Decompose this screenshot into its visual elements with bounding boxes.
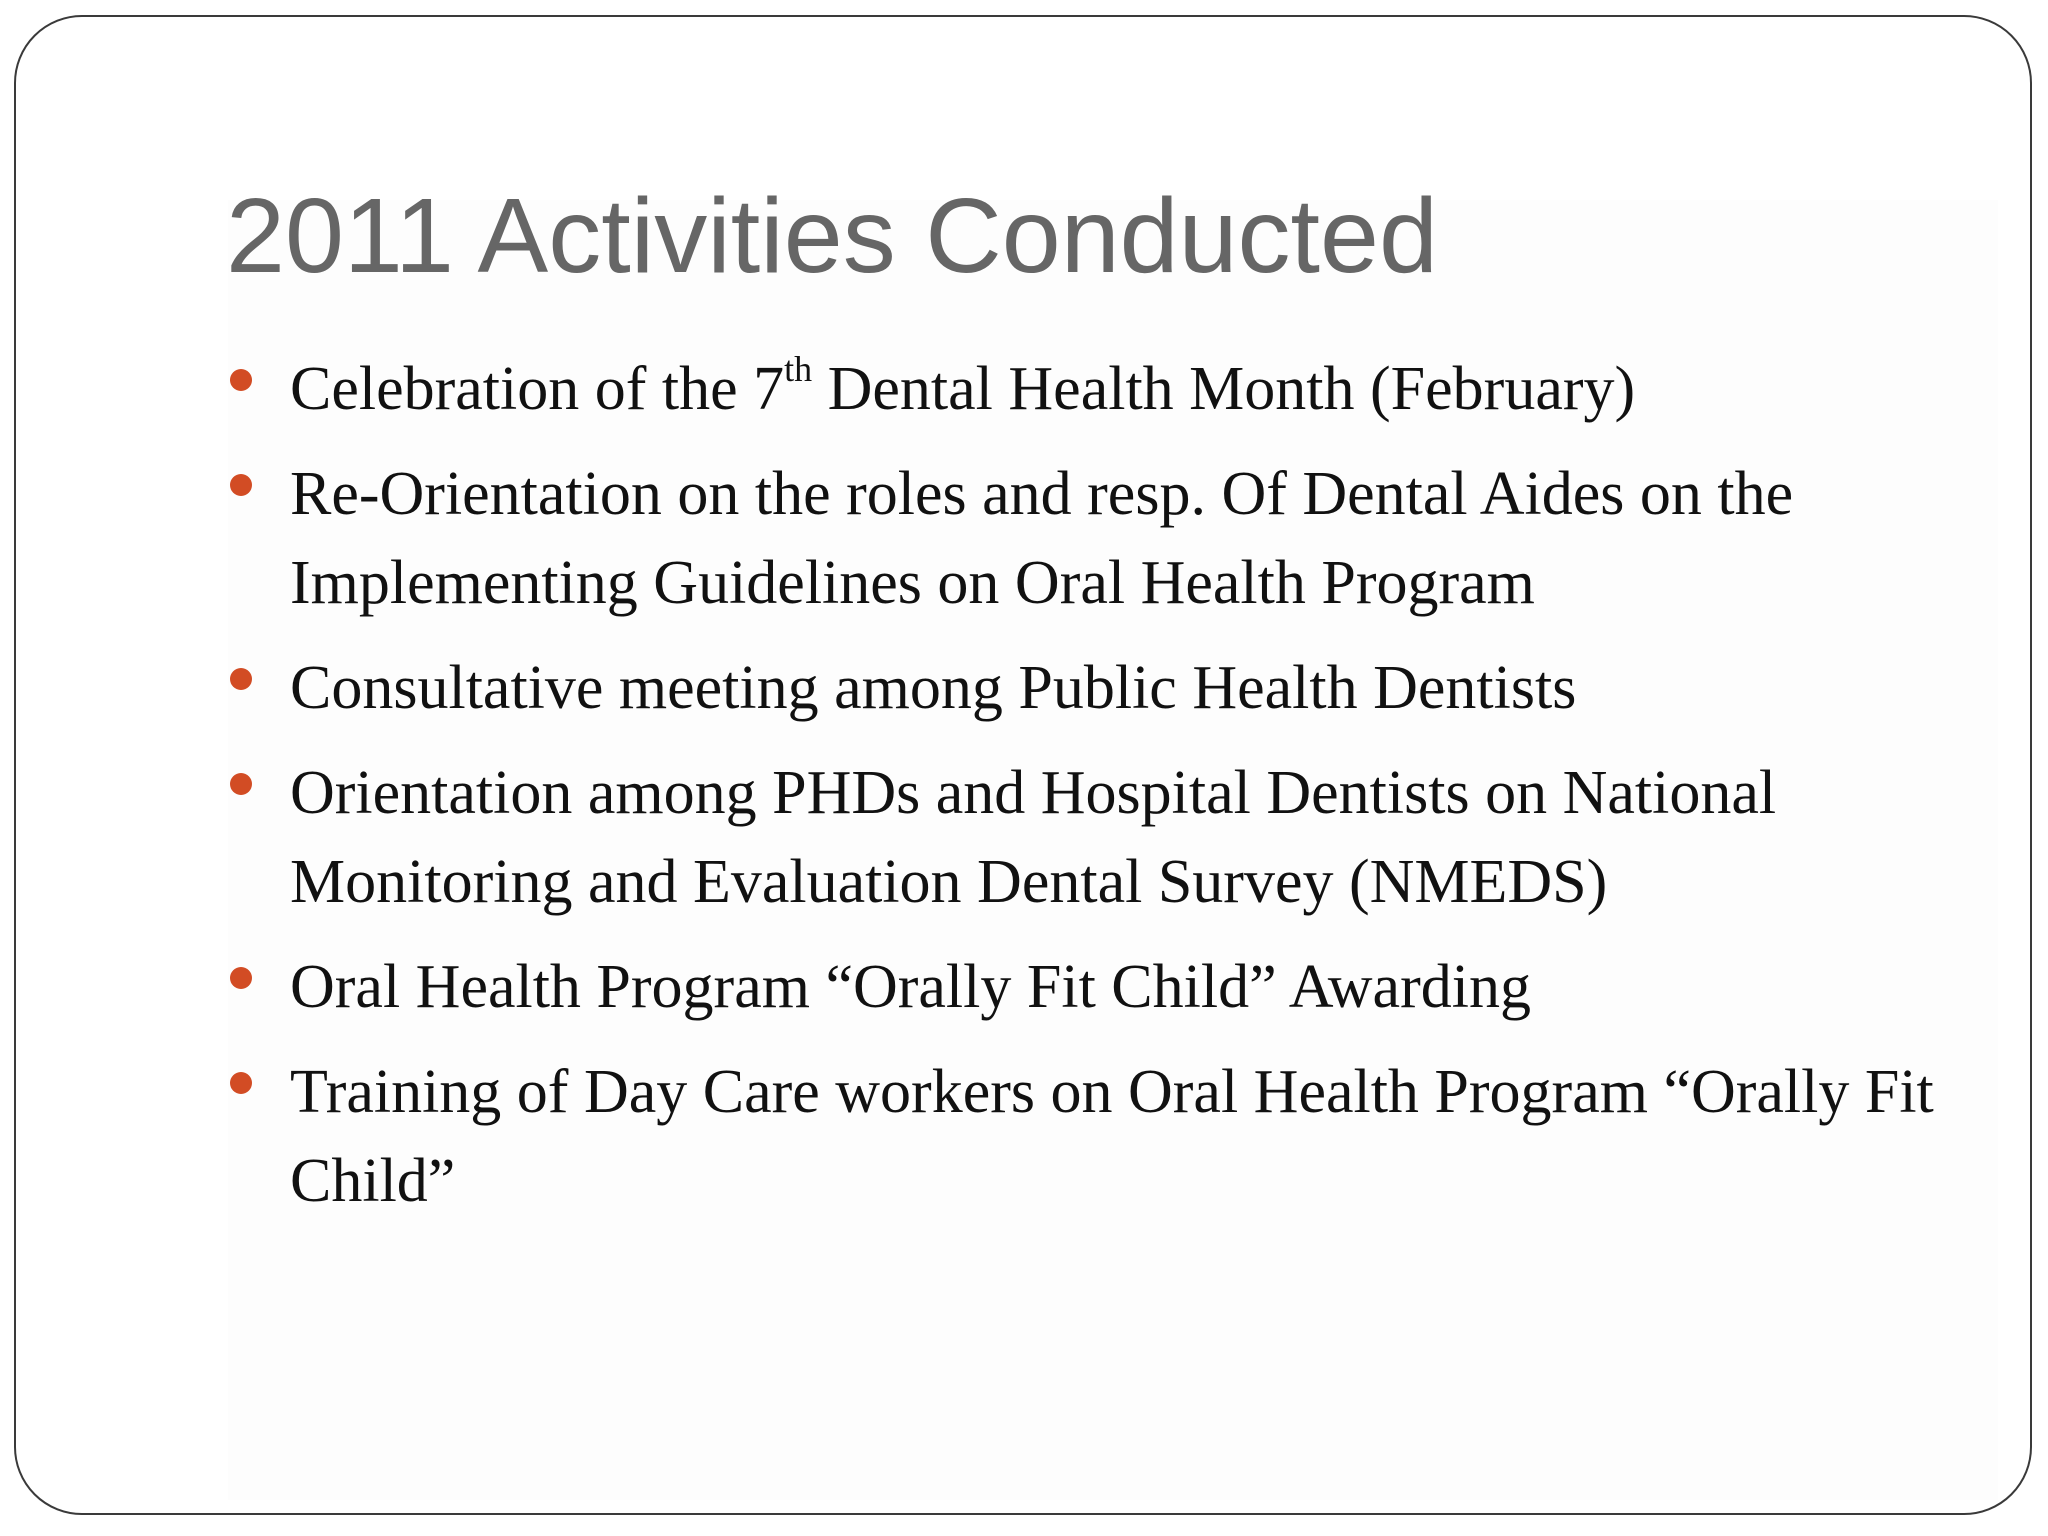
bullet-item [228, 1048, 1958, 1226]
ordinal-superscript: th [784, 349, 813, 390]
bullet-text [290, 349, 1636, 423]
bullet-dot-icon [230, 369, 252, 391]
bullet-item [228, 644, 1958, 733]
bullet-text: Training of Day Care workers on Oral Health Program “Orally Fit Child” [290, 1058, 1934, 1215]
bullet-text: Orientation among PHDs and Hospital Dentists on National Monitoring and Evaluation Dental Survey (NMEDS) [290, 759, 1777, 916]
bullet-dot-icon [230, 668, 252, 690]
bullet-item [228, 450, 1958, 628]
bullet-item [228, 345, 1958, 434]
bullet-list [228, 345, 1958, 1242]
slide-title: 2011 Activities Conducted [226, 177, 1438, 295]
bullet-text: Consultative meeting among Public Health Dentists [290, 654, 1577, 722]
bullet-text-part: Dental Health Month (February) [812, 355, 1636, 423]
bullet-dot-icon [230, 474, 252, 496]
bullet-item [228, 943, 1958, 1032]
bullet-dot-icon [230, 967, 252, 989]
bullet-text-part: Celebration of the 7 [290, 355, 785, 423]
bullet-text: Re-Orientation on the roles and resp. Of Dental Aides on the Implementing Guidelines on Oral Health Program [290, 460, 1794, 617]
bullet-dot-icon [230, 1072, 252, 1094]
bullet-dot-icon [230, 773, 252, 795]
bullet-item [228, 749, 1958, 927]
bullet-text: Oral Health Program “Orally Fit Child” Awarding [290, 953, 1531, 1021]
